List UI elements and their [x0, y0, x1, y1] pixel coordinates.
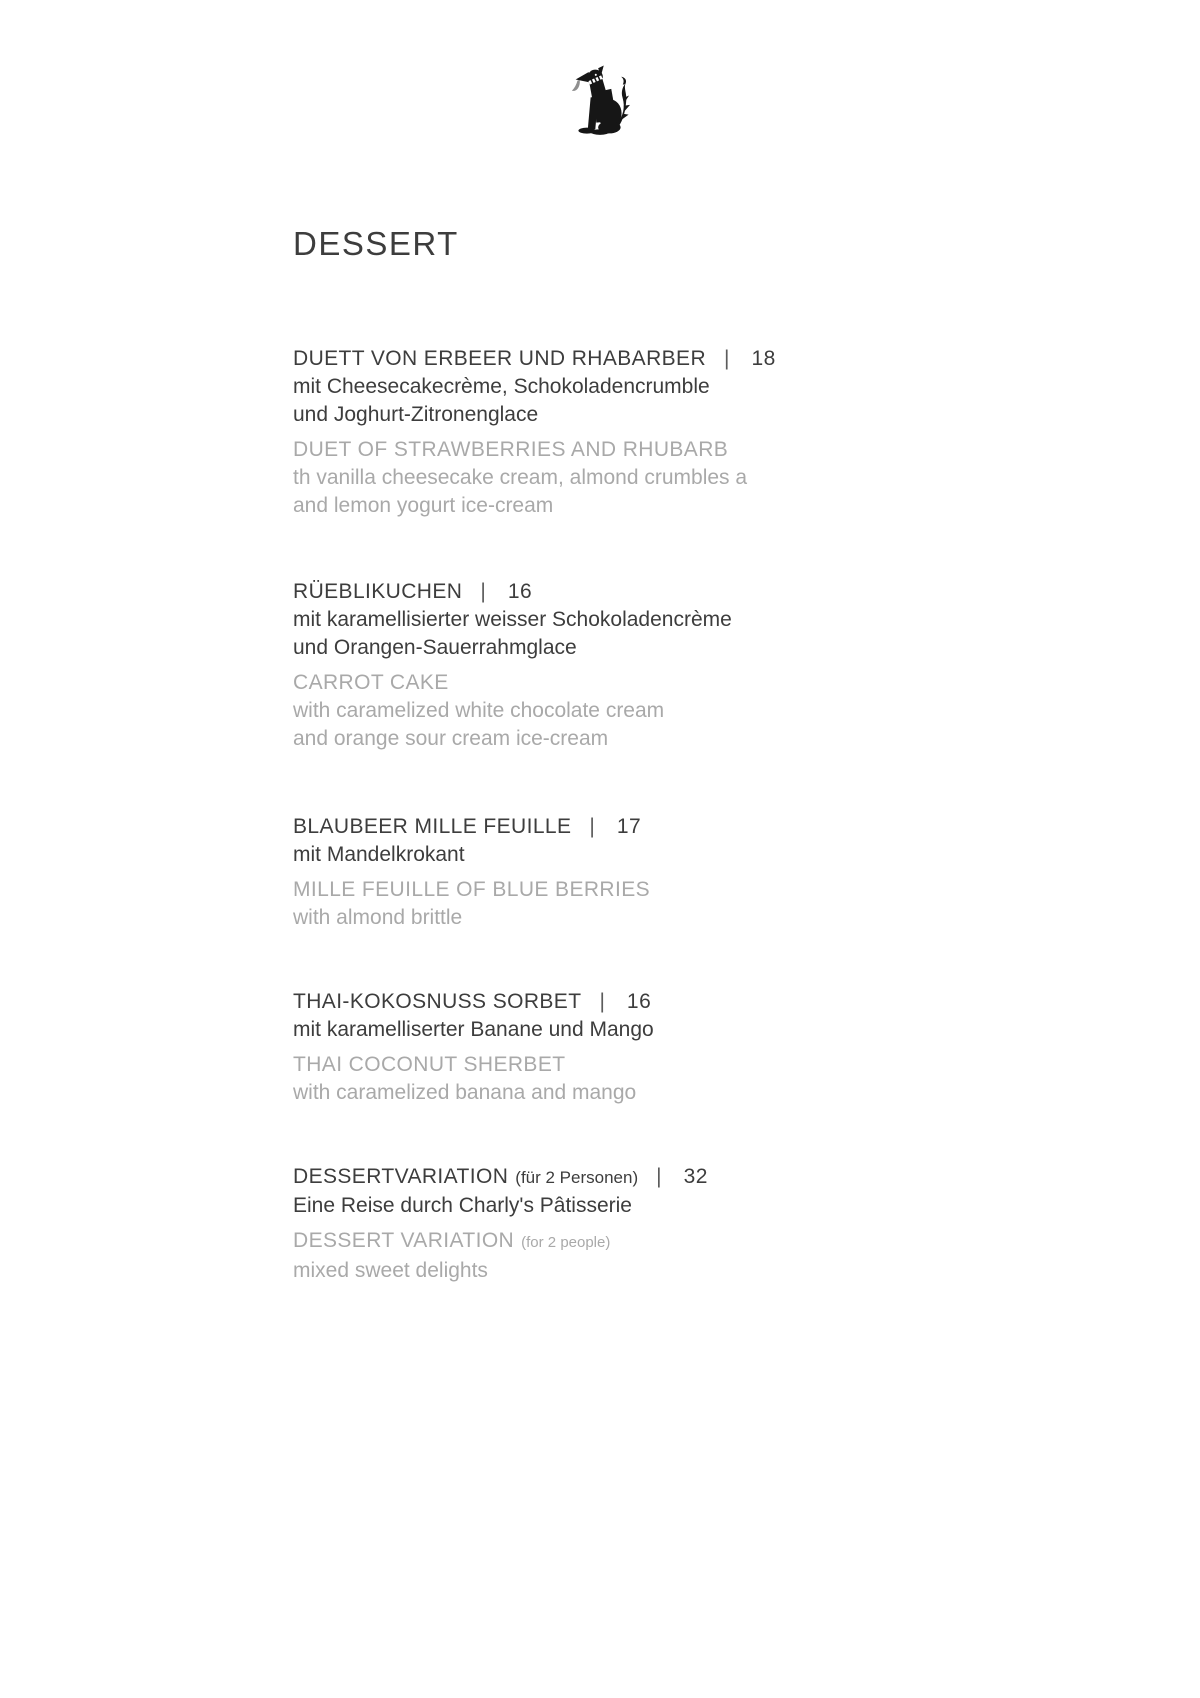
item-title-en-note: (for 2 people) [521, 1234, 611, 1251]
item-desc-en: and lemon yogurt ice-cream [293, 494, 554, 517]
item-desc-de: mit karamellisierter weisser Schokoladencrème [293, 608, 732, 631]
item-desc-en: mixed sweet delights [293, 1259, 488, 1282]
item-translation [293, 669, 933, 753]
item-title-en: DESSERT VARIATION [293, 1229, 515, 1252]
sitting-dog-crest-icon [570, 64, 630, 140]
item-translation [293, 436, 933, 520]
item-price: 17 [616, 815, 642, 838]
item-desc-de: mit Mandelkrokant [293, 843, 465, 866]
item-title-en: CARROT CAKE [293, 671, 449, 694]
item-desc-en: with caramelized white chocolate cream [293, 699, 665, 722]
item-title-de: BLAUBEER MILLE FEUILLE [293, 815, 572, 838]
item-desc-en: with caramelized banana and mango [293, 1081, 637, 1104]
item-price: 16 [507, 580, 533, 603]
item-price: 32 [683, 1165, 708, 1188]
menu-item [293, 578, 933, 753]
menu-item [293, 988, 933, 1107]
item-title-row [293, 988, 933, 1016]
item-title-en: MILLE FEUILLE OF BLUE BERRIES [293, 878, 651, 901]
item-title-de: DUETT VON ERBEER UND RHABARBER [293, 347, 707, 370]
item-title-de: THAI-KOKOSNUSS SORBET [293, 990, 582, 1013]
item-title-de-note: (für 2 Personen) [515, 1168, 639, 1187]
item-title-en: THAI COCONUT SHERBET [293, 1053, 566, 1076]
price-separator: | [589, 815, 595, 838]
item-title-row [293, 813, 933, 841]
menu-item [293, 345, 933, 520]
item-translation [293, 1227, 933, 1285]
item-title-de: DESSERTVARIATION [293, 1165, 509, 1188]
item-translation [293, 876, 933, 932]
item-desc-de: und Joghurt-Zitronenglace [293, 403, 539, 426]
price-separator: | [656, 1165, 662, 1188]
item-title-en: DUET OF STRAWBERRIES AND RHUBARB [293, 438, 729, 461]
item-desc-en: with almond brittle [293, 906, 463, 929]
menu-item [293, 813, 933, 932]
item-desc-de: mit karamelliserter Banane und Mango [293, 1018, 654, 1041]
menu-item [293, 1163, 933, 1285]
item-title-row [293, 578, 933, 606]
item-desc-de: und Orangen-Sauerrahmglace [293, 636, 577, 659]
item-title-row [293, 345, 933, 373]
item-desc-de: mit Cheesecakecrème, Schokoladencrumble [293, 375, 710, 398]
item-translation [293, 1051, 933, 1107]
item-price: 18 [751, 347, 776, 370]
item-title-row [293, 1163, 933, 1192]
item-title-de: RÜEBLIKUCHEN [293, 580, 463, 603]
item-desc-de: Eine Reise durch Charly's Pâtisserie [293, 1194, 632, 1217]
item-price: 16 [626, 990, 652, 1013]
page-title: DESSERT [293, 225, 459, 262]
item-desc-en: th vanilla cheesecake cream, almond crumbles a [293, 466, 748, 489]
item-desc-en: and orange sour cream ice-cream [293, 727, 609, 750]
price-separator: | [724, 347, 730, 370]
price-separator: | [480, 580, 486, 603]
price-separator: | [599, 990, 605, 1013]
